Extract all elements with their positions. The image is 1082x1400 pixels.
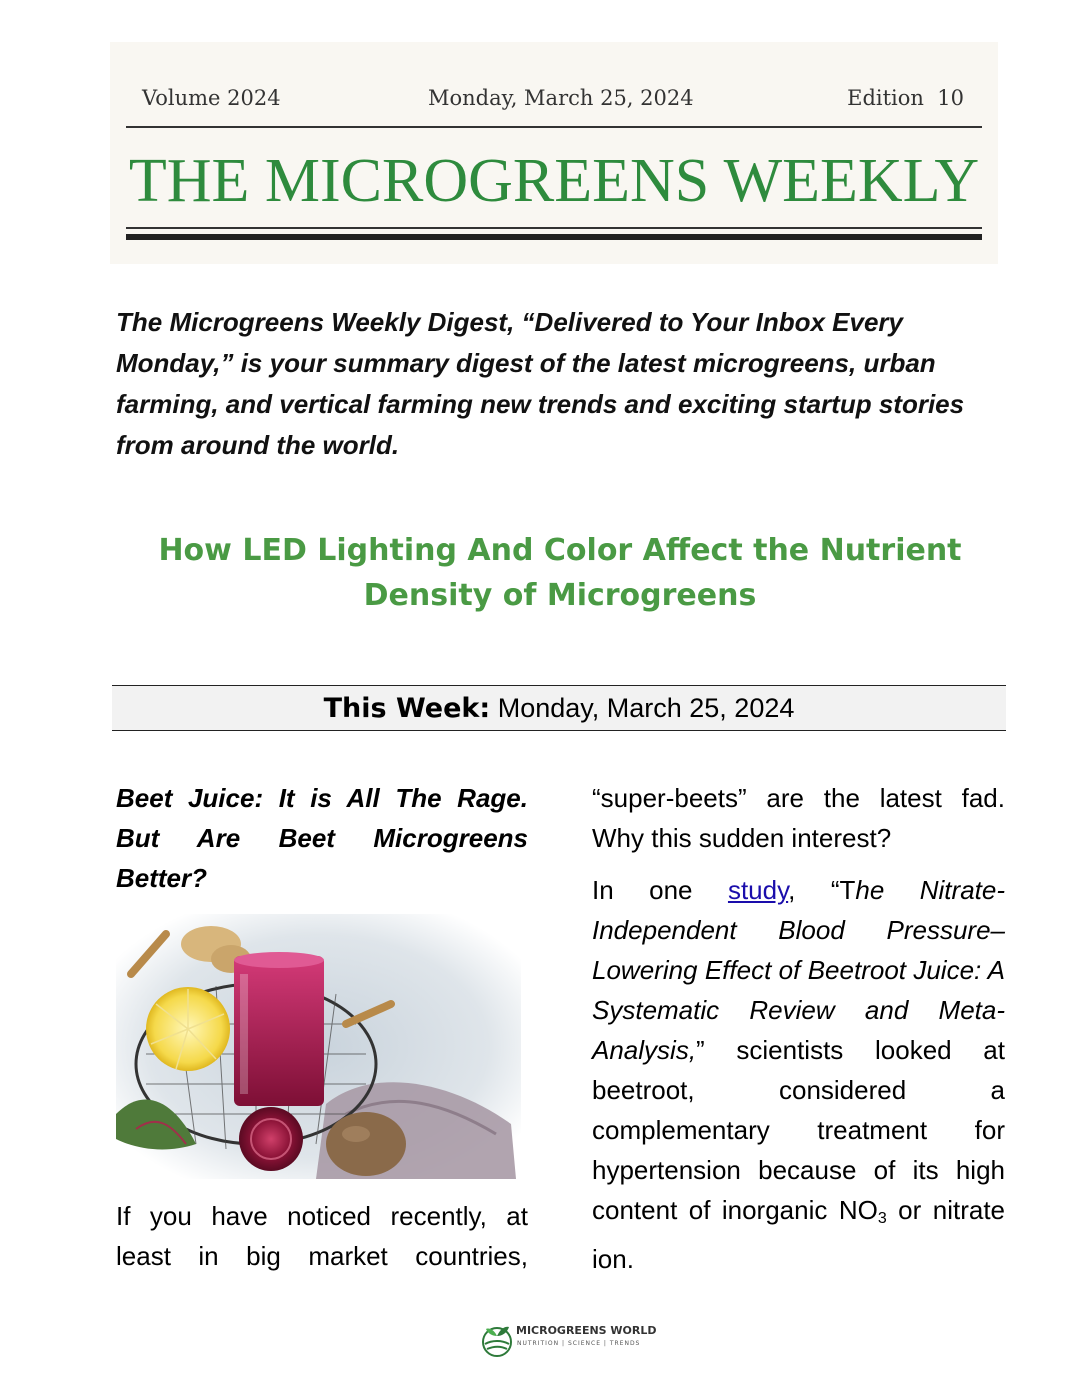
- article-title: Beet Juice: It is All The Rage. But Are Beet Microgreens Better?: [116, 783, 528, 893]
- this-week-label: This Week:: [323, 693, 491, 724]
- edition-label: Edition 10: [847, 86, 964, 110]
- headline: How LED Lighting And Color Affect the Nutrient Density of Microgreens: [158, 533, 962, 613]
- masthead: [110, 42, 998, 264]
- masthead-thick-rule: [126, 234, 982, 240]
- study-title: he Nitrate-Independent Blood Pressure–Lowering Effect of Beetroot Juice: A Systematic Review and Meta-Analysis,: [592, 875, 1005, 1065]
- leaf-logo-icon: [480, 1320, 514, 1358]
- issue-date: Monday, March 25, 2024: [428, 86, 694, 110]
- left-paragraph: If you have noticed recently, at least in big market countries,: [116, 1201, 528, 1271]
- intro-text: The Microgreens Weekly Digest, “Delivered to Your Inbox Every Monday,” is your summary digest of the latest microgreens, urban farming, and vertical farming new trends and exciting startup stories from around the world.: [116, 307, 965, 460]
- microgreens-world-logo: [480, 1318, 657, 1360]
- right-paragraph-1: “super-beets” are the latest fad. Why this sudden interest?: [592, 783, 1005, 853]
- left-column: [116, 778, 528, 1271]
- right-column: [592, 778, 1005, 1291]
- right-paragraph-2: In one study, “The Nitrate-Independent Blood Pressure–Lowering Effect of Beetroot Juice: A Systematic Review and Meta-Analysis,” scientists looked at beetroot, considered a complementary treatment for hypertension because of its high content of inorganic $NO_3$ or nitrate ion.: [592, 875, 1006, 1274]
- this-week-date: Monday, March 25, 2024: [497, 693, 795, 723]
- beet-juice-photo: [116, 914, 521, 1179]
- masthead-top-rule: [126, 126, 982, 128]
- this-week-banner: [112, 685, 1006, 731]
- logo-tagline: NUTRITION | SCIENCE | TRENDS: [517, 1340, 641, 1347]
- masthead-thin-rule: [126, 227, 982, 229]
- subscript-3: 3: [877, 1210, 887, 1227]
- logo-name: MICROGREENS WORLD: [516, 1324, 657, 1337]
- newsletter-title: THE MICROGREENS WEEKLY: [128, 147, 980, 215]
- volume-label: Volume 2024: [142, 86, 281, 110]
- study-link[interactable]: study: [727, 875, 789, 905]
